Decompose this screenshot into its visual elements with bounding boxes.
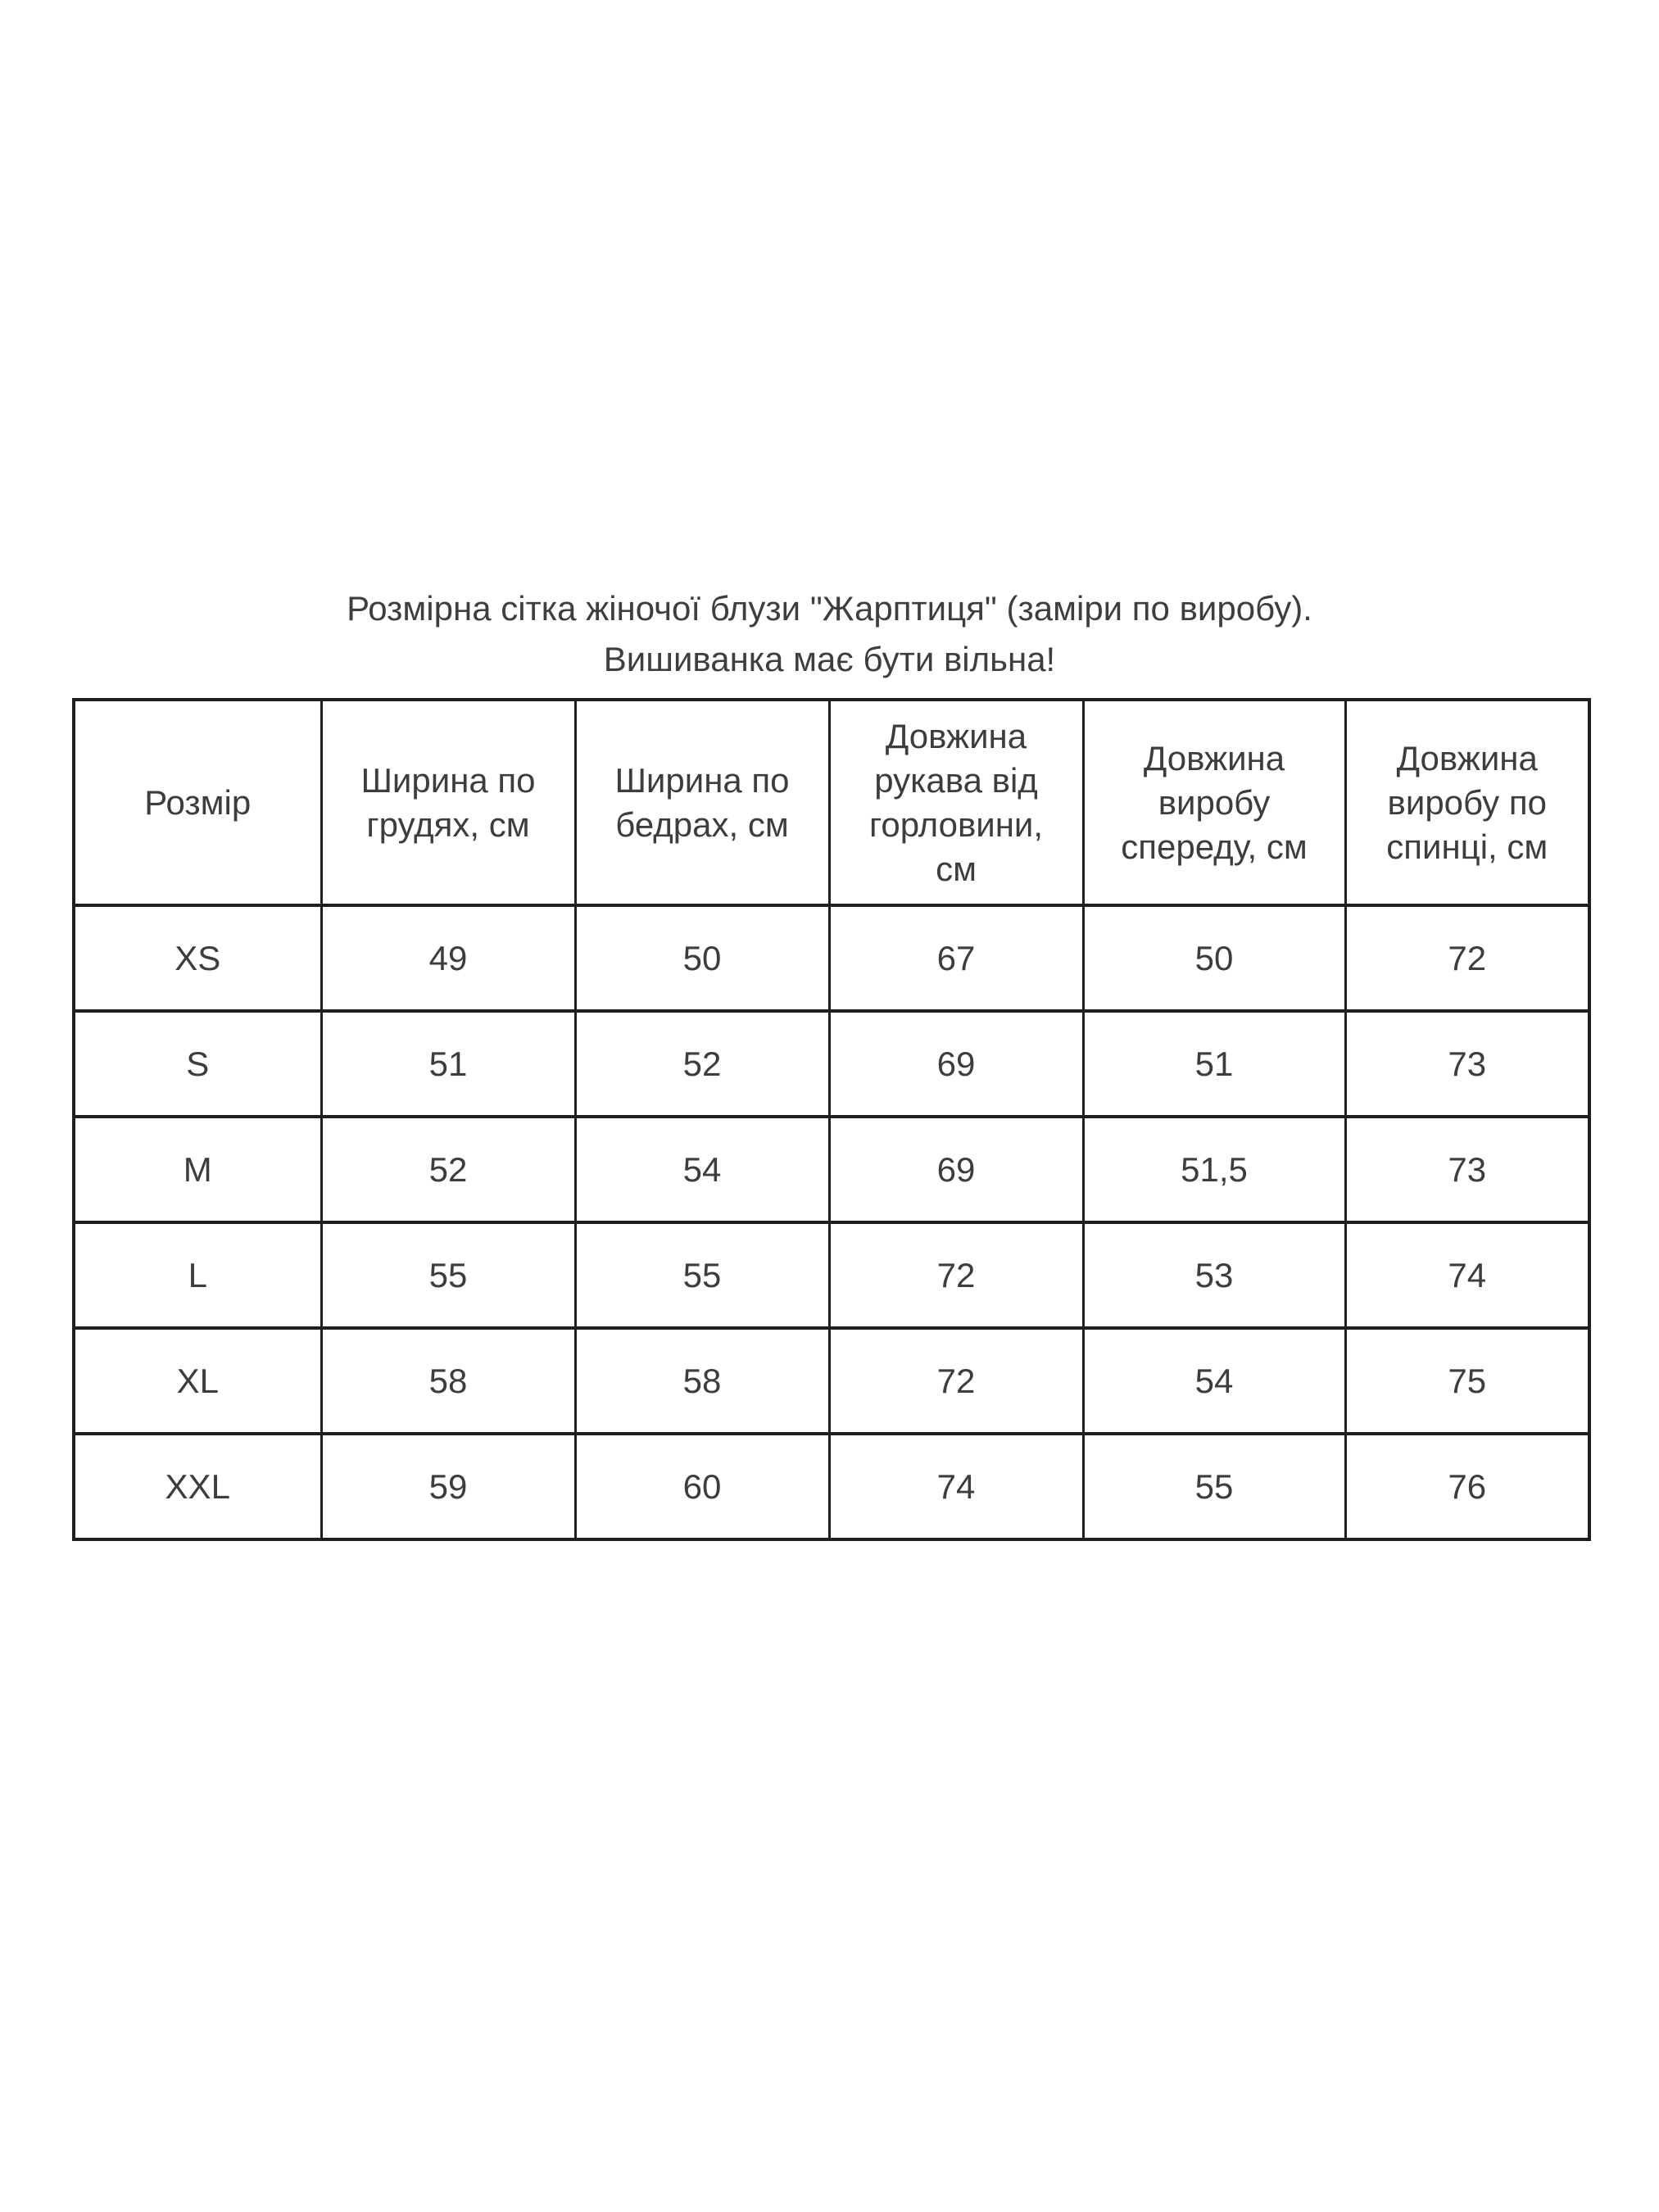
size-cell: XL bbox=[74, 1328, 321, 1434]
value-cell: 75 bbox=[1345, 1328, 1589, 1434]
table-row-xl bbox=[74, 1328, 1589, 1434]
size-cell: M bbox=[74, 1117, 321, 1222]
column-header-sleeve-length: Довжина рукава від горловини, см bbox=[829, 700, 1083, 905]
value-cell: 51 bbox=[1083, 1011, 1345, 1117]
table-row-l bbox=[74, 1222, 1589, 1328]
value-cell: 52 bbox=[321, 1117, 575, 1222]
value-cell: 50 bbox=[575, 905, 829, 1011]
value-cell: 55 bbox=[321, 1222, 575, 1328]
value-cell: 59 bbox=[321, 1434, 575, 1539]
value-cell: 69 bbox=[829, 1011, 1083, 1117]
value-cell: 58 bbox=[321, 1328, 575, 1434]
value-cell: 73 bbox=[1345, 1117, 1589, 1222]
size-cell: XS bbox=[74, 905, 321, 1011]
value-cell: 74 bbox=[829, 1434, 1083, 1539]
column-header-front-length: Довжина виробу спереду, см bbox=[1083, 700, 1345, 905]
value-cell: 60 bbox=[575, 1434, 829, 1539]
column-header-size: Розмір bbox=[74, 700, 321, 905]
value-cell: 54 bbox=[575, 1117, 829, 1222]
value-cell: 74 bbox=[1345, 1222, 1589, 1328]
value-cell: 76 bbox=[1345, 1434, 1589, 1539]
column-header-hip-width: Ширина по бедрах, см bbox=[575, 700, 829, 905]
column-header-chest-width: Ширина по грудях, см bbox=[321, 700, 575, 905]
value-cell: 52 bbox=[575, 1011, 829, 1117]
value-cell: 55 bbox=[575, 1222, 829, 1328]
size-cell: L bbox=[74, 1222, 321, 1328]
table-row-m bbox=[74, 1117, 1589, 1222]
value-cell: 50 bbox=[1083, 905, 1345, 1011]
title-line-2: Вишиванка має бути вільна! bbox=[603, 640, 1056, 678]
table-row-xs bbox=[74, 905, 1589, 1011]
value-cell: 73 bbox=[1345, 1011, 1589, 1117]
size-table bbox=[72, 698, 1591, 1541]
table-row-xxl bbox=[74, 1434, 1589, 1539]
value-cell: 55 bbox=[1083, 1434, 1345, 1539]
table-row-s bbox=[74, 1011, 1589, 1117]
header-row bbox=[74, 700, 1589, 905]
value-cell: 51 bbox=[321, 1011, 575, 1117]
size-cell: XXL bbox=[74, 1434, 321, 1539]
value-cell: 58 bbox=[575, 1328, 829, 1434]
value-cell: 53 bbox=[1083, 1222, 1345, 1328]
title-line-1: Розмірна сітка жіночої блузи "Жарптиця" (заміри по виробу). bbox=[347, 589, 1312, 628]
table-title bbox=[0, 583, 1659, 685]
value-cell: 67 bbox=[829, 905, 1083, 1011]
value-cell: 72 bbox=[829, 1328, 1083, 1434]
value-cell: 49 bbox=[321, 905, 575, 1011]
column-header-back-length: Довжина виробу по спинці, см bbox=[1345, 700, 1589, 905]
value-cell: 72 bbox=[1345, 905, 1589, 1011]
value-cell: 69 bbox=[829, 1117, 1083, 1222]
value-cell: 72 bbox=[829, 1222, 1083, 1328]
size-cell: S bbox=[74, 1011, 321, 1117]
value-cell: 51,5 bbox=[1083, 1117, 1345, 1222]
value-cell: 54 bbox=[1083, 1328, 1345, 1434]
